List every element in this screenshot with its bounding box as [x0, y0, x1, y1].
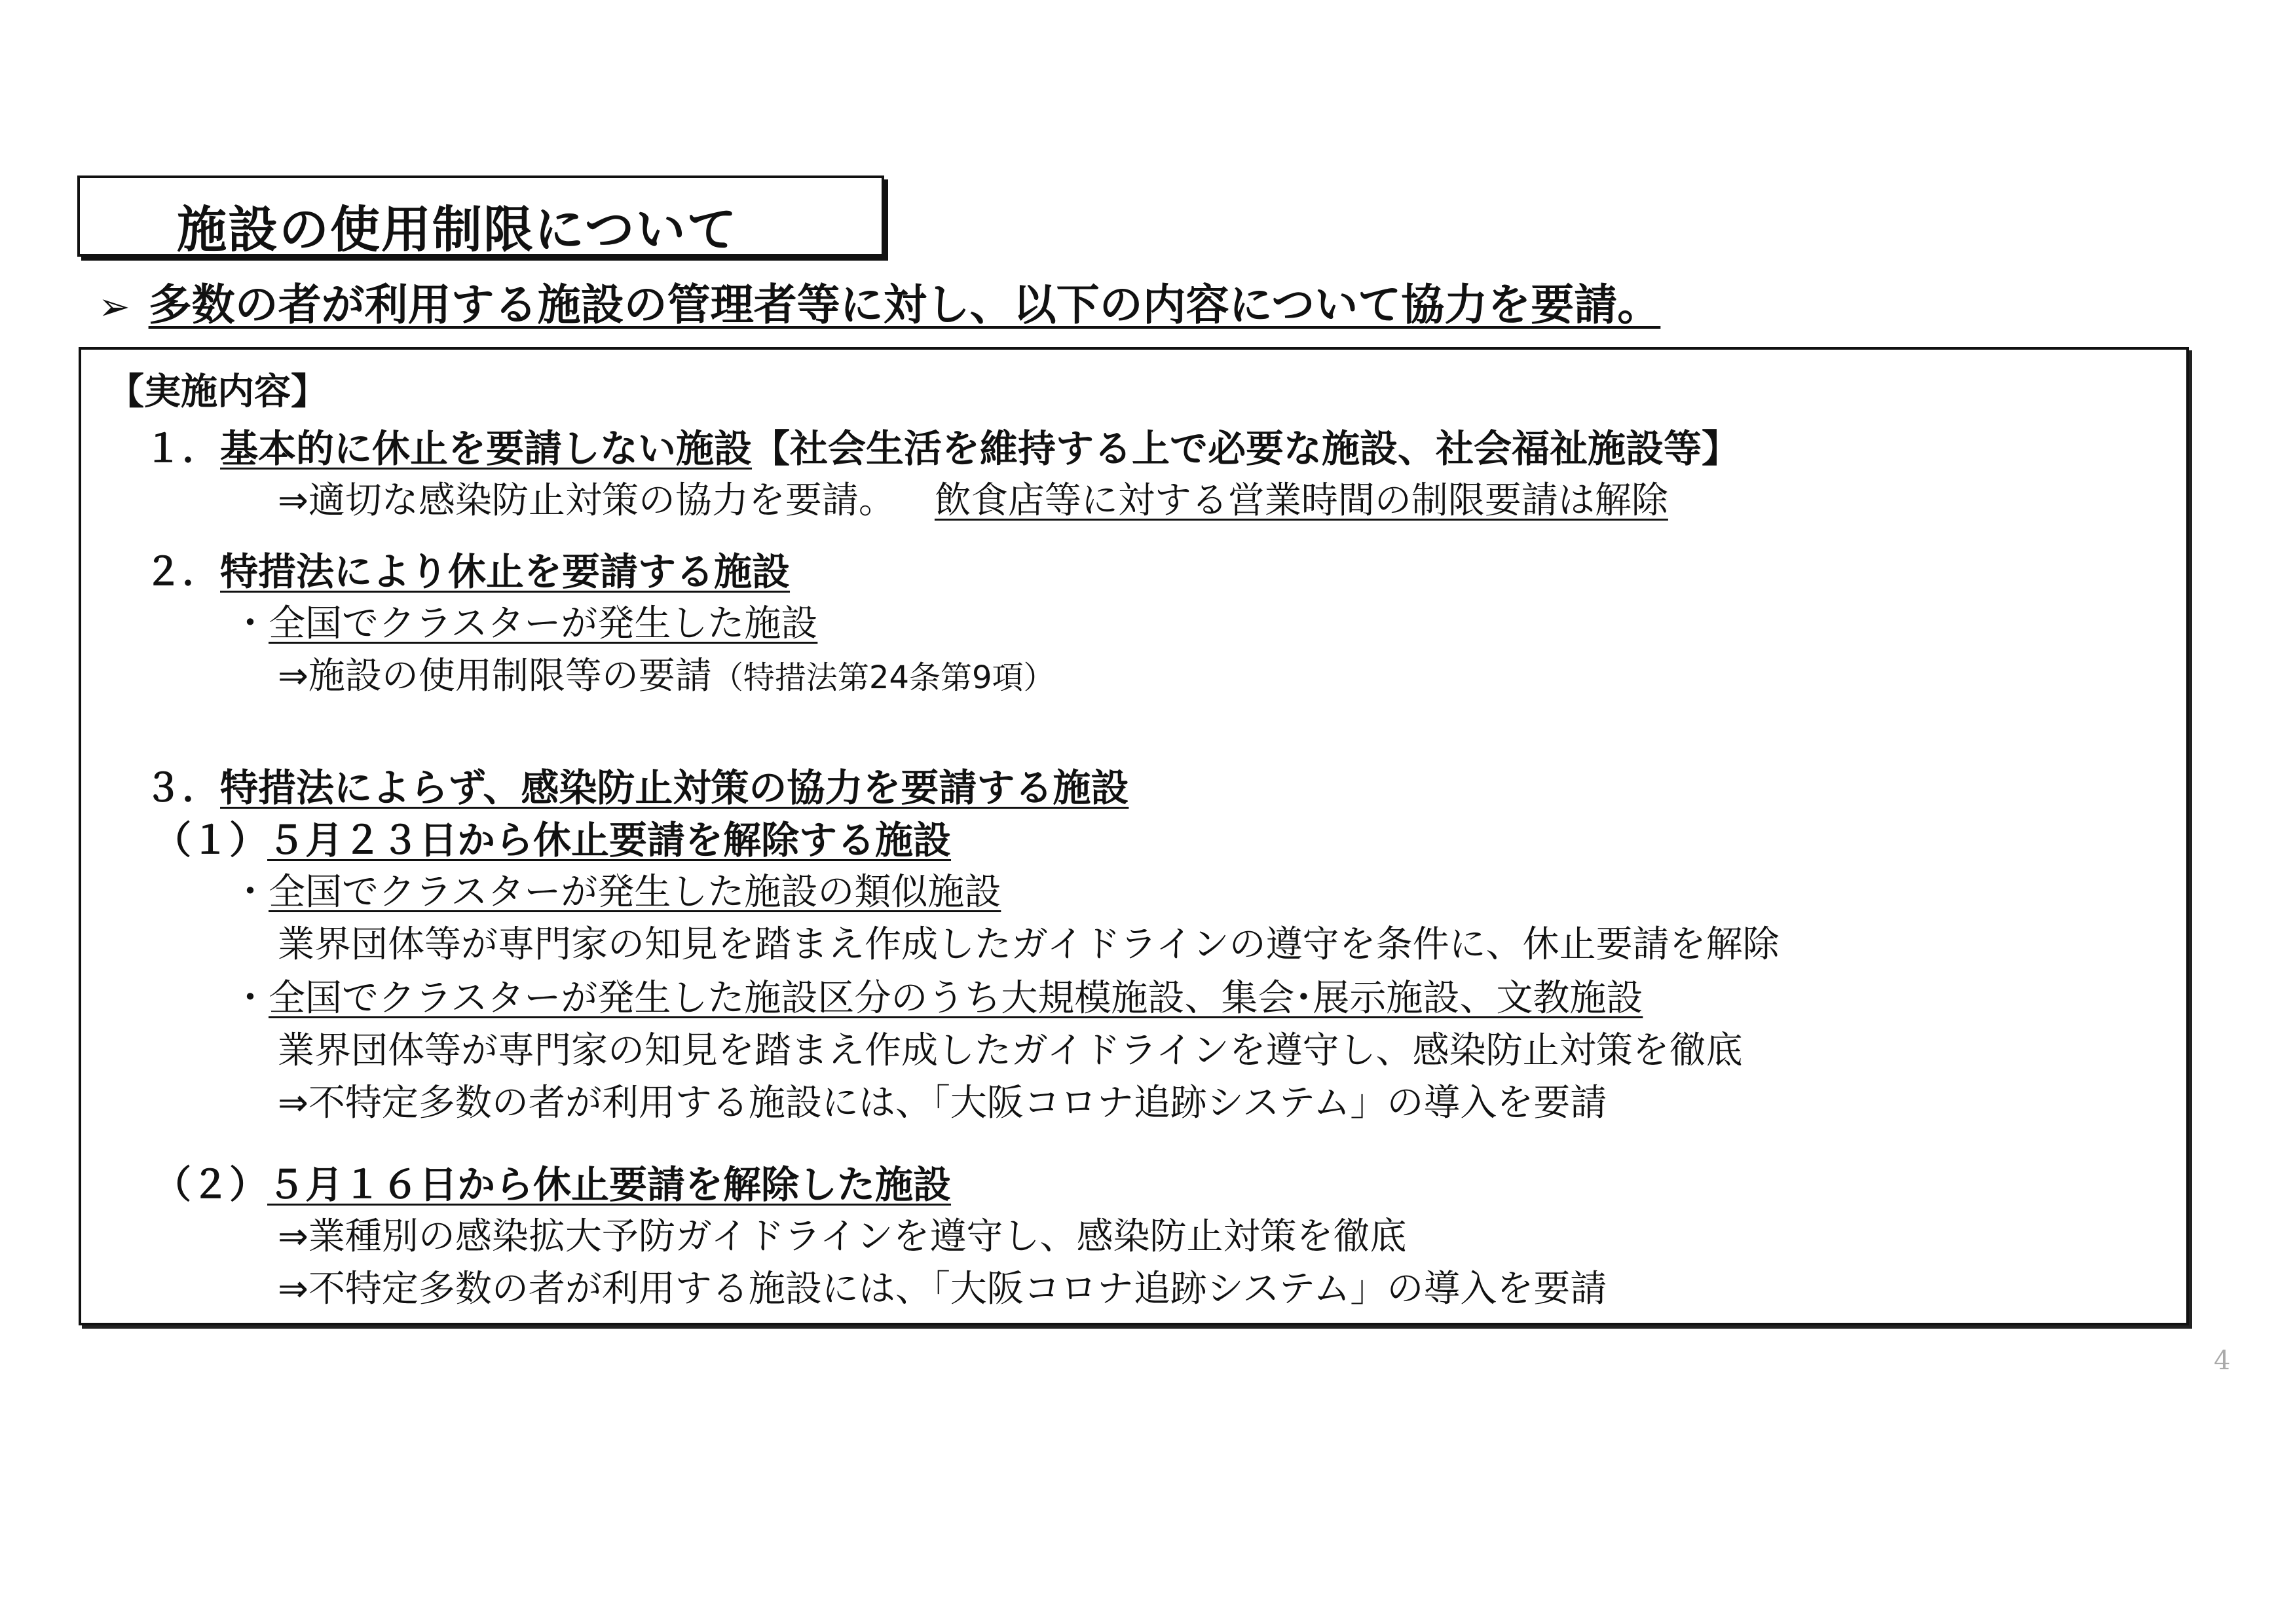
bullet-dot: ・ [232, 977, 269, 1020]
subsection-1-item-2 [232, 969, 1643, 1022]
subsection-1-text-3: ⇒不特定多数の者が利用する施設には、「大阪コロナ追跡システム」の導入を要請 [278, 1082, 1607, 1124]
subsection-2-text-2: ⇒不特定多数の者が利用する施設には、「大阪コロナ追跡システム」の導入を要請 [278, 1268, 1607, 1310]
section-1-number: １． [144, 426, 221, 471]
section-2-heading [144, 541, 790, 596]
section-1-detail-a: ⇒適切な感染防止対策の協力を要請。 [278, 479, 895, 522]
section-1-bracket: 【社会生活を維持する上で必要な施設、社会福祉施設等】 [752, 426, 1740, 471]
bullet-dot: ・ [232, 602, 269, 645]
subsection-2-heading [153, 1154, 951, 1209]
subsection-1-text-1: 業界団体等が専門家の知見を踏まえ作成したガイドラインの遵守を条件に、休止要請を解除 [278, 923, 1780, 966]
section-2-note: （特措法第24条第9項） [711, 659, 1055, 696]
page-number: 4 [2214, 1346, 2231, 1376]
section-2-sub [278, 647, 1055, 699]
section-1-title: 基本的に休止を要請しない施設 [220, 426, 753, 471]
subsection-2-number: （２） [153, 1162, 268, 1207]
section-1-detail [278, 471, 1668, 524]
section-3-heading [144, 757, 1129, 812]
subsection-1-heading [153, 809, 951, 864]
page-title: 施設の使用制限について [177, 200, 738, 259]
section-2-item [232, 595, 817, 647]
lead-statement [98, 270, 1706, 332]
box-heading: 【実施内容】 [107, 371, 327, 413]
subsection-1-item-1-text: 全国でクラスターが発生した施設の類似施設 [269, 871, 1001, 913]
bullet-dot: ・ [232, 871, 269, 913]
content-box [79, 347, 2189, 1325]
section-1-detail-b: 飲食店等に対する営業時間の制限要請は解除 [934, 479, 1668, 522]
subsection-2-title: ５月１６日から休止要請を解除した施設 [267, 1162, 952, 1207]
section-2-item-text: 全国でクラスターが発生した施設 [269, 602, 818, 645]
subsection-1-number: （１） [153, 818, 268, 862]
subsection-1-item-1 [232, 863, 1001, 915]
subsection-1-item-2-text: 全国でクラスターが発生した施設区分のうち大規模施設、集会･展示施設、文教施設 [269, 977, 1643, 1020]
arrow-bullet-icon: ➢ [98, 284, 130, 329]
subsection-1-text-2: 業界団体等が専門家の知見を踏まえ作成したガイドラインを遵守し、感染防止対策を徹底 [278, 1029, 1743, 1072]
section-1-heading [144, 418, 1740, 473]
subsection-2-text-1: ⇒業種別の感染拡大予防ガイドラインを遵守し、感染防止対策を徹底 [278, 1215, 1407, 1258]
section-2-title: 特措法により休止を要請する施設 [220, 549, 791, 594]
section-3-title: 特措法によらず、感染防止対策の協力を要請する施設 [220, 766, 1129, 810]
lead-text: 多数の者が利用する施設の管理者等に対し、以下の内容について協力を要請。 [148, 280, 1661, 330]
subsection-1-title: ５月２３日から休止要請を解除する施設 [267, 818, 952, 862]
section-3-number: ３． [144, 766, 221, 810]
section-2-sub-text: ⇒施設の使用制限等の要請 [278, 655, 712, 697]
title-box [77, 175, 884, 257]
section-2-number: ２． [144, 549, 221, 594]
